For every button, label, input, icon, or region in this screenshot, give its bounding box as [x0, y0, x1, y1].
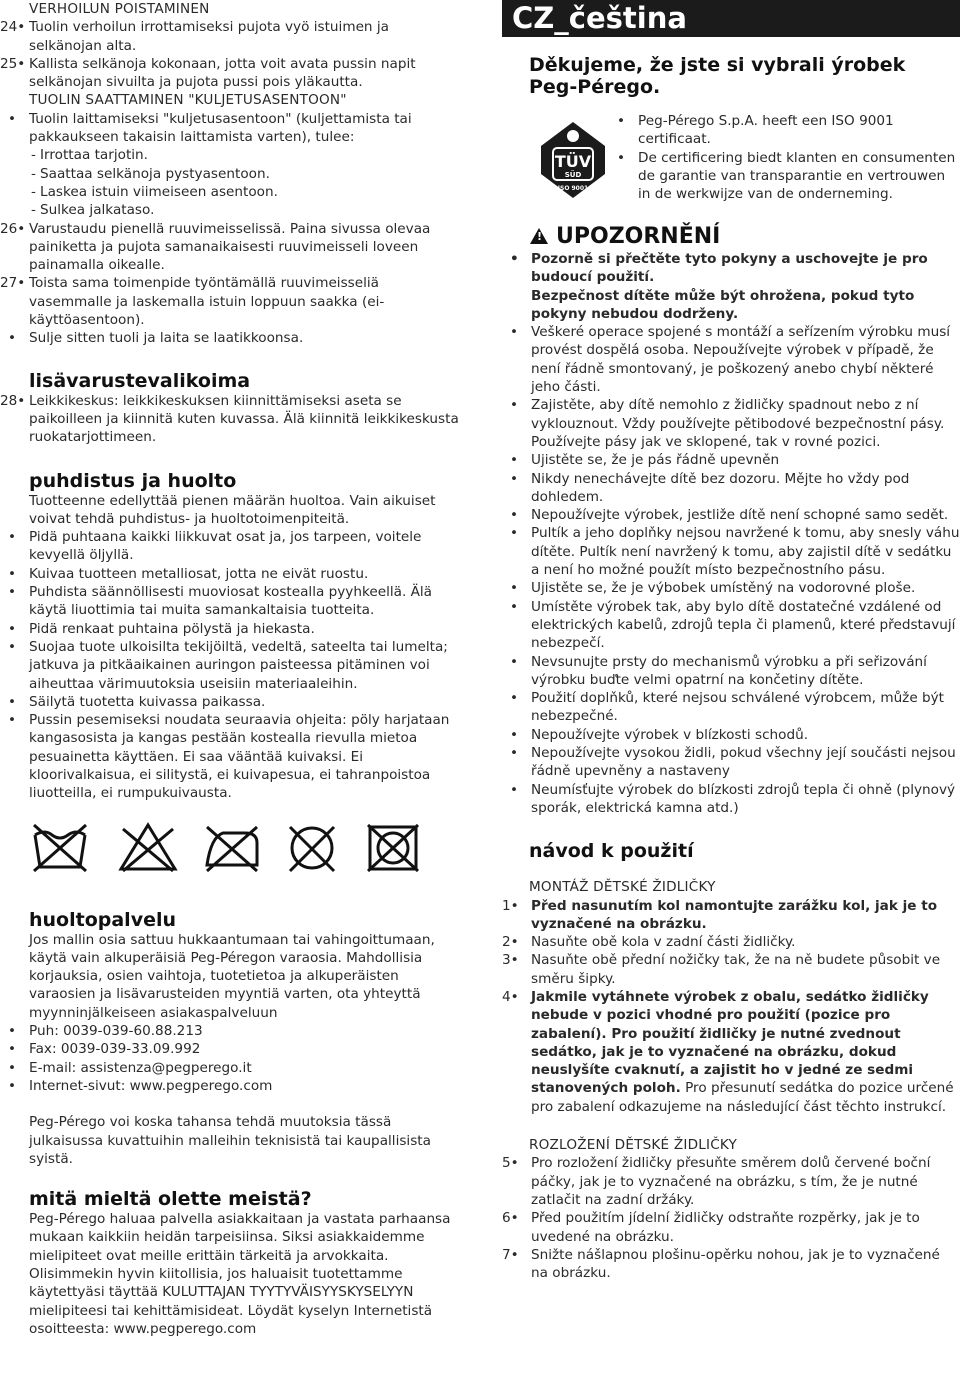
- step-text: Kallista selkänoja kokonaan, jotta voit avata pussin napit selkänojan sivuilta ja pujota pussi pois yläkautta.: [29, 55, 416, 91]
- step-26: [0, 220, 462, 275]
- warning-bullet: • Pultík a jeho doplňky nejsou navržené k tomu, aby snesly váhu dítěte. Pultík není navržený k tomu, aby zajistil dítě v sedátku a není ho možné použít místo bezpečnostního pásu.: [502, 524, 960, 579]
- cleaning-title: puhdistus ja huolto: [29, 469, 237, 492]
- step-number: 1•: [502, 897, 519, 914]
- cleaning-bullet: • Suojaa tuote ulkoisilta tekijöiltä, vedeltä, sateelta tai lumelta; jatkuva ja pitkäaikainen auringon paisteessa pitäminen voi aiheuttaa värimuutoksia useisiin materiaaleihin.: [0, 638, 462, 693]
- step-number: 25•: [0, 55, 26, 72]
- care-symbols: [0, 821, 462, 877]
- service-fax: • Fax: 0039-039-33.09.992: [0, 1040, 462, 1058]
- step-text: Leikkikeskus: leikkikeskuksen kiinnittämiseksi aseta se paikoilleen ja kiinnitä kuten kuvassa. Älä kiinnitä leikkikeskusta ruokatarjottimeen.: [29, 392, 459, 446]
- cert-bullet: • Peg-Pérego S.p.A. heeft een ISO 9001 certificaat.: [609, 112, 960, 149]
- warning-bullet: • Nepoužívejte výrobek v blízkosti schodů.: [502, 726, 960, 744]
- assembly-title: MONTÁŽ DĚTSKÉ ŽIDLIČKY: [529, 879, 716, 896]
- step-27: [0, 274, 462, 329]
- service-website: • Internet-sivut: www.pegperego.com: [0, 1077, 462, 1095]
- no-dry-clean-icon: [284, 821, 340, 873]
- step-text: Toista sama toimenpide työntämällä ruuvimeisseliä vasemmalle ja laskemalla istuin loppuun saakka (ei-käyttöasentoon).: [29, 275, 385, 329]
- step-text: Tuolin verhoilun irrottamiseksi pujota vyö istuimen ja selkänojan alta.: [29, 19, 389, 54]
- step-28: [0, 392, 462, 447]
- transport-bullet: • Tuolin laittamiseksi "kuljetusasentoon" (kuljettamista tai pakkaukseen takaisin laittamista varten), tulee:: [0, 110, 462, 147]
- czech-column: [502, 0, 960, 1282]
- step-25: [0, 55, 462, 92]
- language-header: CZ_čeština: [502, 0, 960, 37]
- warning-bullet: • Nikdy nenechávejte dítě bez dozoru. Mějte ho vždy pod dohledem.: [502, 470, 960, 507]
- warning-bullet: • Použití doplňků, které nejsou schválené výrobcem, může být nebezpečné.: [502, 689, 960, 726]
- dash-item: - Irrottaa tarjotin.: [0, 146, 462, 164]
- warning-bullet: • Umístěte výrobek tak, aby bylo dítě dostatečné vzdálené od elektrických kabelů, zdrojů tepla či plamenů, které představují nebezpečí.: [502, 598, 960, 653]
- warning-bold-bullet: • Pozorně si přečtěte tyto pokyny a uschovejte je pro budoucí použití. Bezpečnost dítěte může být ohrožena, pokud tyto pokyny nebudou dodrženy.: [502, 250, 960, 323]
- step-number: 6•: [502, 1210, 519, 1227]
- dash-item: - Saattaa selkänoja pystyasentoon.: [0, 165, 462, 183]
- no-wash-icon: [30, 821, 90, 873]
- step-1: [502, 897, 960, 934]
- step-text: Snižte nášlapnou plošinu-opěrku nohou, jak je to vyznačené na obrázku.: [531, 1246, 940, 1282]
- step-text-bold: Jakmile vytáhnete výrobek z obalu, sedátko židličky nebude v pozici vhodné pro použití (pozice pro zabalení). Pro použití židličky je nutné zvednout sedátko, jak je to vyznačené na obrázku, dokud neuslyšíte cvaknutí, a zajistit ho v jedné ze sedmi stanovených poloh.: [531, 988, 929, 1097]
- cleaning-bullet: • Pussin pesemiseksi noudata seuraavia ohjeita: pöly harjataan kangasosista ja kangas pestään kostealla rievulla mietoa pesuainetta käyttäen. Ei saa vääntää kuivaksi. Ei kloorivalkaisua, ei silitystä, ei kuivapesua, ei tahranpoistoa liuotteilla, ei rumpukuivausta.: [0, 711, 462, 802]
- warning-bullet: • Nevsunujte prsty do mechanismů výrobku a při seřizování výrobku buďte velmi opatrní na končetiny dítěte.: [502, 653, 960, 690]
- step-5: [502, 1154, 960, 1209]
- cleaning-bullet: • Säilytä tuotetta kuivassa paikassa.: [0, 693, 462, 711]
- step-3: [502, 951, 960, 988]
- service-intro: Jos mallin osia sattuu hukkaantumaan tai vahingoittumaan, käytä vain alkuperäisiä Peg-Péregon varaosia. Mahdollisia korjauksia, osien vaihtoja, tuotetietoa ja alkuperäisten varaosien ja lisävarusteiden myyntiä varten, ota yhteyttä myynninjälkeiseen asiakaspalveluun: [29, 931, 435, 1021]
- step-number: 26•: [0, 220, 26, 237]
- certification-text: [609, 112, 960, 203]
- certification-block: [502, 112, 960, 224]
- warning-icon: [530, 228, 548, 244]
- warning-bullet: • Ujistěte se, že je výbobek umístěný na vodorovné ploše.: [502, 579, 960, 597]
- step-7: [502, 1246, 960, 1283]
- step-4: [502, 988, 960, 1116]
- usage-title: návod k použití: [529, 840, 694, 863]
- close-bullet: • Sulje sitten tuoli ja laita se laatikkoonsa.: [0, 329, 462, 347]
- cert-bullet: • De certificering biedt klanten en consumenten de garantie van transparantie en vertrouwen in de werkwijze van de onderneming.: [609, 149, 960, 204]
- cleaning-bullet: • Kuivaa tuotteen metalliosat, jotta ne eivät ruostu.: [0, 565, 462, 583]
- svg-text:SÜD: SÜD: [564, 171, 582, 179]
- cleaning-bullet: • Pidä renkaat puhtaina pölystä ja hiekasta.: [0, 620, 462, 638]
- warning-bullet: • Nepoužívejte výrobek, jestliže dítě není schopné samo sedět.: [502, 506, 960, 524]
- step-text: Varustaudu pienellä ruuvimeisselissä. Paina sivussa olevaa painiketta ja pujota samanaikaisesti ruuvimeisseli loveen painamalla oikealle.: [29, 220, 431, 274]
- cleaning-intro: Tuotteenne edellyttää pienen määrän huoltoa. Vain aikuiset voivat tehdä puhdistus- ja huoltotoimenpiteitä.: [29, 492, 436, 527]
- verhoilun-title: VERHOILUN POISTAMINEN: [29, 1, 210, 17]
- cleaning-bullet: • Pidä puhtaana kaikki liikkuvat osat ja, jos tarpeen, voitele kevyellä öljyllä.: [0, 528, 462, 565]
- dash-item: - Sulkea jalkataso.: [0, 201, 462, 219]
- accessories-title: lisävarustevalikoima: [29, 369, 251, 392]
- transport-title: TUOLIN SAATTAMINEN "KULJETUSASENTOON": [29, 92, 347, 109]
- warning-bullet: • Ujistěte se, že je pás řádně upevněn: [502, 451, 960, 469]
- step-number: 4•: [502, 988, 519, 1005]
- tuv-certification-icon: [539, 120, 607, 200]
- service-email: • E-mail: assistenza@pegperego.it: [0, 1059, 462, 1077]
- thanks-heading: Děkujeme, že jste si vybrali ýrobek Peg-Pérego.: [529, 54, 906, 98]
- finnish-column: [0, 0, 462, 1338]
- step-2: [502, 933, 960, 951]
- step-6: [502, 1209, 960, 1246]
- no-bleach-icon: [117, 821, 179, 873]
- opinion-text: Peg-Pérego haluaa palvella asiakkaitaan ja vastata parhaansa mukaan kaikkiin heidän tarpeisiinsa. Siksi asiakkaidemme mielipiteet ovat meille erittäin tärkeitä ja arvokkaita. Olisimmekin hyvin kiitollisia, jos haluaisit tuotettamme käytettyäsi täyttää KULUTTAJAN TYYTYVÄISYYSKYSELYYN mielipiteesi tai kehittämisideat. Löydät kyselyn Internetistä osoitteesta: www.pegperego.com: [29, 1211, 451, 1337]
- service-phone: • Puh: 0039-039-60.88.213: [0, 1022, 462, 1040]
- step-text: Před použitím jídelní židličky odstraňte rozpěrky, jak je to uvedené na obrázku.: [531, 1210, 920, 1245]
- dash-item: - Laskea istuin viimeiseen asentoon.: [0, 183, 462, 201]
- fold-title: ROZLOŽENÍ DĚTSKÉ ŽIDLIČKY: [529, 1137, 738, 1154]
- warning-bullet: • Veškeré operace spojené s montáží a seřízením výrobku musí provést dospělá osoba. Nepoužívejte výrobek v případě, že není řádně smontovaný, je poškozený anebo chybí některé jeho části.: [502, 323, 960, 396]
- step-number: 7•: [502, 1246, 519, 1263]
- warning-bullet: • Neumísťujte výrobek do blízkosti zdrojů tepla či ohně (plynový sporák, elektrická kamna atd.): [502, 781, 960, 818]
- service-note: Peg-Pérego voi koska tahansa tehdä muutoksia tässä julkaisussa kuvattuihin malleihin teknisistä tai kaupallisista syistä.: [29, 1114, 431, 1167]
- step-number: 3•: [502, 952, 519, 969]
- step-text: Pro přesunutí sedátka do pozice určené pro zabalení odkazujeme na následující část těchto instrukcí.: [531, 1080, 954, 1115]
- step-number: 27•: [0, 275, 26, 292]
- step-24: [0, 18, 462, 55]
- warning-bullet: • Zajistěte, aby dítě nemohlo z židličky spadnout nebo z ní vyklouznout. Vždy používejte pětibodové bezpečnostní pásy. Používejte pásy jak ve sklopené, tak v rovné pozici.: [502, 396, 960, 451]
- step-number: 24•: [0, 19, 26, 36]
- step-text: Nasuňte obě přední nožičky tak, že na ně budete působit ve směru šipky.: [531, 952, 941, 987]
- warning-title: !UPOZORNĚNÍ: [502, 224, 960, 250]
- svg-text:TÜV: TÜV: [554, 152, 592, 171]
- warning-bullet: • Nepoužívejte vysokou židli, pokud všechny její součásti nejsou řádně upevněny a nastaveny: [502, 744, 960, 781]
- service-title: huoltopalvelu: [29, 908, 176, 931]
- step-text: Nasuňte obě kola v zadní části židličky.: [531, 934, 796, 951]
- opinion-title: mitä mieltä olette meistä?: [29, 1188, 312, 1211]
- step-number: 28•: [0, 392, 26, 409]
- step-text: Pro rozložení židličky přesuňte směrem dolů červené boční páčky, jak je to vyznačené na obrázku, s tím, že je nutné zatlačit na zadní držáky.: [531, 1155, 931, 1208]
- step-text: Před nasunutím kol namontujte zarážku kol, jak je to vyznačené na obrázku.: [531, 897, 938, 932]
- step-number: 2•: [502, 934, 519, 951]
- no-tumble-dry-icon: [363, 821, 423, 873]
- svg-text:ISO 9001: ISO 9001: [557, 185, 589, 192]
- no-iron-icon: [201, 821, 263, 873]
- step-number: 5•: [502, 1155, 519, 1172]
- cleaning-bullet: • Puhdista säännöllisesti muoviosat kostealla pyyhkeellä. Älä käytä liuottimia tai muita samankaltaisia tuotteita.: [0, 583, 462, 620]
